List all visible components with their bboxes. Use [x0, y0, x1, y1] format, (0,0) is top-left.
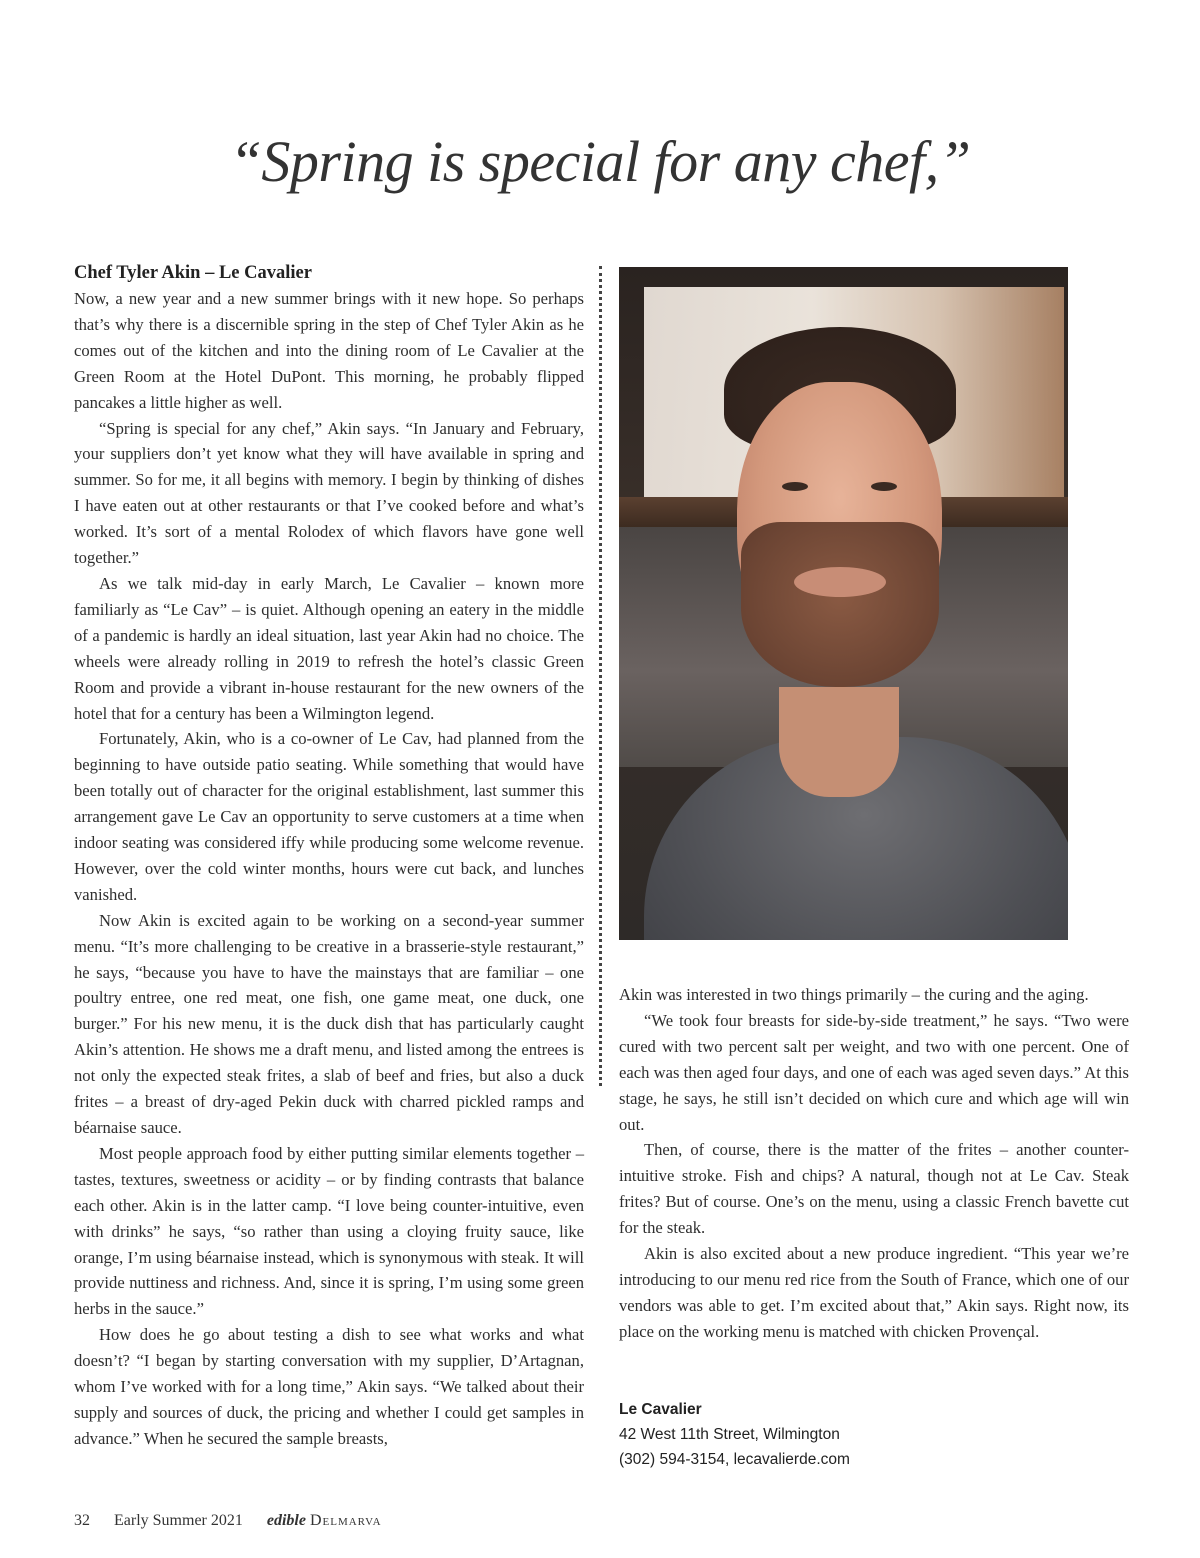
article-paragraph: How does he go about testing a dish to see what works and what doesn’t? “I began by starting conversation with my supplier, D’Artagnan, whom I’ve worked with for a long time,” Akin says. “We talked about their supply and sources of duck, the pricing and whether I could get samples in advance.” When he secured the sample breasts, — [74, 1325, 584, 1448]
page-number: 32 — [74, 1512, 90, 1529]
pull-quote: “Spring is special for any chef,” — [229, 129, 971, 194]
restaurant-contact-block — [619, 1397, 1129, 1472]
article-paragraph: As we talk mid-day in early March, Le Cavalier – known more familiarly as “Le Cav” – is quiet. Although opening an eatery in the middle of a pandemic is hardly an ideal situation, last year Akin had no choice. The wheels were already rolling in 2019 to refresh the hotel’s classic Green Room and provide a vibrant in-house restaurant for the new owners of the hotel that for a century has been a Wilmington legend. — [74, 573, 584, 723]
article-paragraph: Now, a new year and a new summer brings with it new hope. So perhaps that’s why there is a discernible spring in the step of Chef Tyler Akin as he comes out of the kitchen and into the dining room of Le Cavalier at the Green Room at the Hotel DuPont. This morning, he probably flipped pancakes a little higher as well. — [74, 289, 584, 412]
issue-name: Early Summer 2021 — [114, 1512, 243, 1529]
photo-mouth — [794, 567, 886, 597]
article-paragraph: Fortunately, Akin, who is a co-owner of Le Cav, had planned from the beginning to have outside patio seating. While something that would have been totally out of character for the original establishment, last summer this arrangement gave Le Cav an opportunity to serve customers at a time when indoor seating was considered iffy while producing some welcome revenue. However, over the cold winter months, hours were cut back, and lunches vanished. — [74, 729, 584, 904]
article-paragraph: “We took four breasts for side-by-side treatment,” he says. “Two were cured with two percent salt per weight, and two with one percent. One of each was then aged four days, and one of each was aged seven days.” At this stage, he says, he still isn’t decided on which cure and which age will win out. — [619, 1010, 1129, 1134]
article-paragraph: Most people approach food by either putting similar elements together – tastes, textures, sweetness or acidity – or by finding contrasts that balance each other. Akin is in the latter camp. “I love being counter-intuitive, even with drinks” he says, “so rather than using a cloying fruity sauce, like orange, I’m using béarnaise instead, which is synonymous with steak. It will provide nuttiness and richness. And, since it is spring, I’m using some green herbs in the sauce.” — [74, 1143, 584, 1319]
article-paragraph: Then, of course, there is the matter of the frites – another counter-intuitive stroke. Fish and chips? A natural, though not at Le Cav. Steak frites? But of course. One’s on the menu, using a classic French bavette cut for the steak. — [619, 1140, 1129, 1238]
article-paragraph: “Spring is special for any chef,” Akin says. “In January and February, your suppliers don’t yet know what they will have available in spring and summer. So for me, it all begins with memory. I begin by thinking of dishes I have eaten out at other restaurants or that I’ve cooked before and what’s worked. It’s sort of a mental Rolodex of which flavors have gone well together.” — [74, 418, 584, 568]
article-heading: Chef Tyler Akin – Le Cavalier — [74, 263, 312, 283]
photo-eye-right — [871, 482, 897, 491]
article-paragraph: Akin was interested in two things primarily – the curing and the aging. — [619, 985, 1089, 1004]
chef-portrait-photo — [619, 267, 1068, 940]
page-footer — [74, 1512, 402, 1530]
article-left-column — [74, 260, 584, 1452]
photo-neck — [779, 687, 899, 797]
magazine-brand-prefix: edible — [266, 1512, 306, 1529]
photo-eye-left — [782, 482, 808, 491]
article-paragraph: Akin is also excited about a new produce ingredient. “This year we’re introducing to our menu red rice from the South of France, which one of our vendors was able to get. I’m excited about that,” Akin says. Right now, its place on the working menu is matched with chicken Provençal. — [619, 1244, 1129, 1341]
article-right-column — [619, 982, 1129, 1345]
restaurant-name: Le Cavalier — [619, 1401, 702, 1418]
column-divider — [599, 266, 602, 1086]
restaurant-address: 42 West 11th Street, Wilmington — [619, 1426, 840, 1443]
magazine-brand-name: Delmarva — [309, 1512, 382, 1529]
photo-beard — [741, 522, 939, 687]
restaurant-phone-website: (302) 594-3154, lecavalierde.com — [619, 1451, 850, 1468]
article-paragraph: Now Akin is excited again to be working on a second-year summer menu. “It’s more challenging to be creative in a brasserie-style restaurant,” he says, “because you have to have the mainstays that are familiar – one poultry entree, one red meat, one fish, one game meat, one duck, one burger.” For his new menu, it is the duck dish that has particularly caught Akin’s attention. He shows me a draft menu, and listed among the entrees is not only the expected steak frites, a slab of beef and fries, but also a duck frites – a breast of dry-aged Pekin duck with charred pickled ramps and béarnaise sauce. — [74, 910, 584, 1137]
